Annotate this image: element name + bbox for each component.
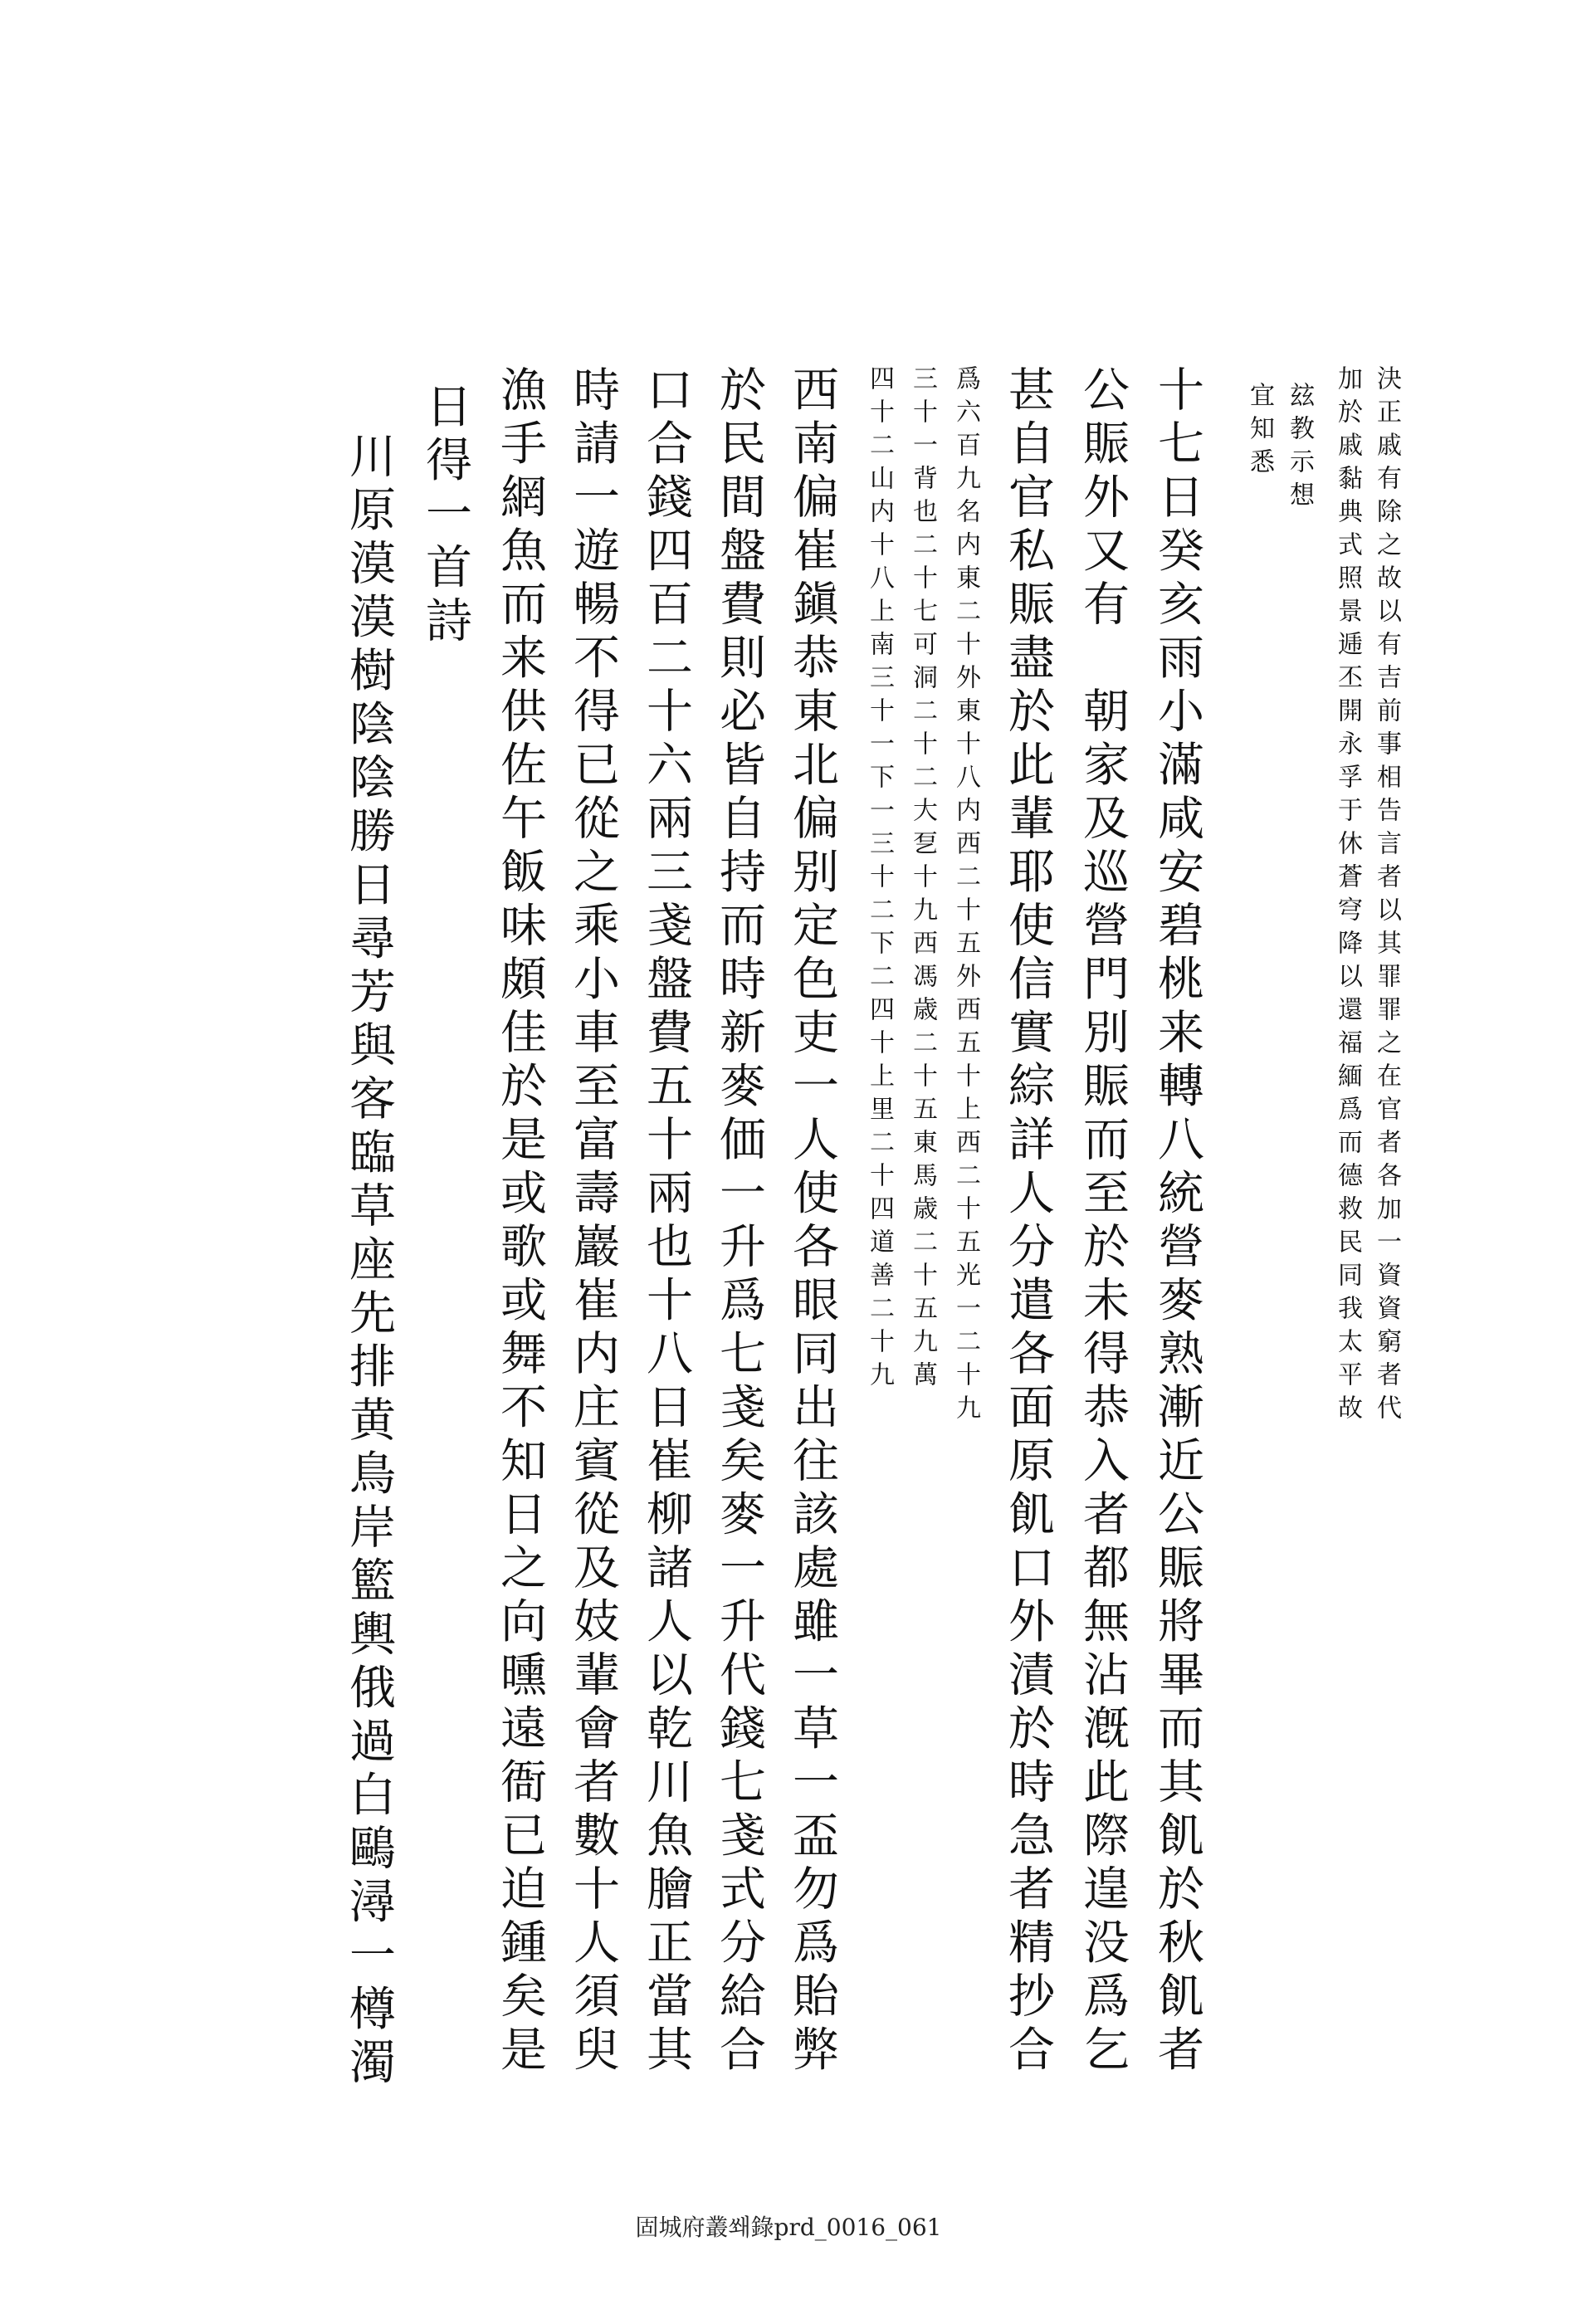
text-column: 十七日癸亥雨小滿咸安碧桃来轉八統營麥熟漸近公賑將畢而其飢於秋飢者: [1150, 365, 1204, 2078]
text-column: 三十一背也二十七可洞二十二大乭十九西馮歳二十五東馬歳二十五九萬: [908, 365, 937, 1394]
text-column: 漁手網魚而来供佐午飯味頗佳於是或歌或舞不知日之向曛遠衙已迫鍾矣是: [493, 365, 547, 2078]
text-column: 爲六百九名内東二十外東十八内西二十五外西五十上西二十五光一二十九: [951, 365, 980, 1428]
text-column: 玆教示想: [1285, 382, 1314, 515]
text-column: 四十二山内十八上南三十一下一三十二下二四十上里二十四道善二十九: [865, 365, 894, 1394]
text-column: 時請一遊暢不得已從之乘小車至富壽巖崔内庄賓從及妓輩會者數十人須臾: [566, 365, 620, 2078]
text-column: 川原漠漠樹陰陰勝日尋芳與客臨草座先排黄鳥岸籃輿俄過白鷗潯一樽濁: [342, 432, 396, 2092]
text-column: 日得一首詩: [418, 382, 472, 650]
text-column: 公賑外又有 朝家及巡營門別賑而至於未得恭入者都無沾漑此際遑没爲乞: [1076, 365, 1130, 2078]
vertical-text-block: [208, 365, 1411, 2092]
text-column: 西南偏崔鎭恭東北偏别定色吏一人使各眼同出往該處雖一草一盃勿爲貽弊: [785, 365, 839, 2078]
page-caption: 固城府叢쐐錄prd_0016_061: [635, 2214, 942, 2241]
text-column: 口合錢四百二十六兩三戔盤費五十兩也十八日崔柳諸人以乾川魚膾正當其: [639, 365, 693, 2078]
text-column: 決正戚有除之故以有吉前事相告言者以其罪罪之在官者各加一資資窮者代: [1372, 365, 1401, 1428]
text-column: 宜知悉: [1245, 382, 1274, 481]
text-column: 於民間盤費則必皆自持而時新麥価一升爲七戔矣麥一升代錢七戔式分給合: [712, 365, 766, 2078]
text-column: 甚自官私賑盡於此輩耶使信實綜詳人分遣各面原飢口外漬於時急者精抄合: [1001, 365, 1055, 2078]
text-column: 加於戚黏典式照景逓丕開永孚于休蒼穹降以還福緬爲而德救民同我太平故: [1333, 365, 1362, 1428]
